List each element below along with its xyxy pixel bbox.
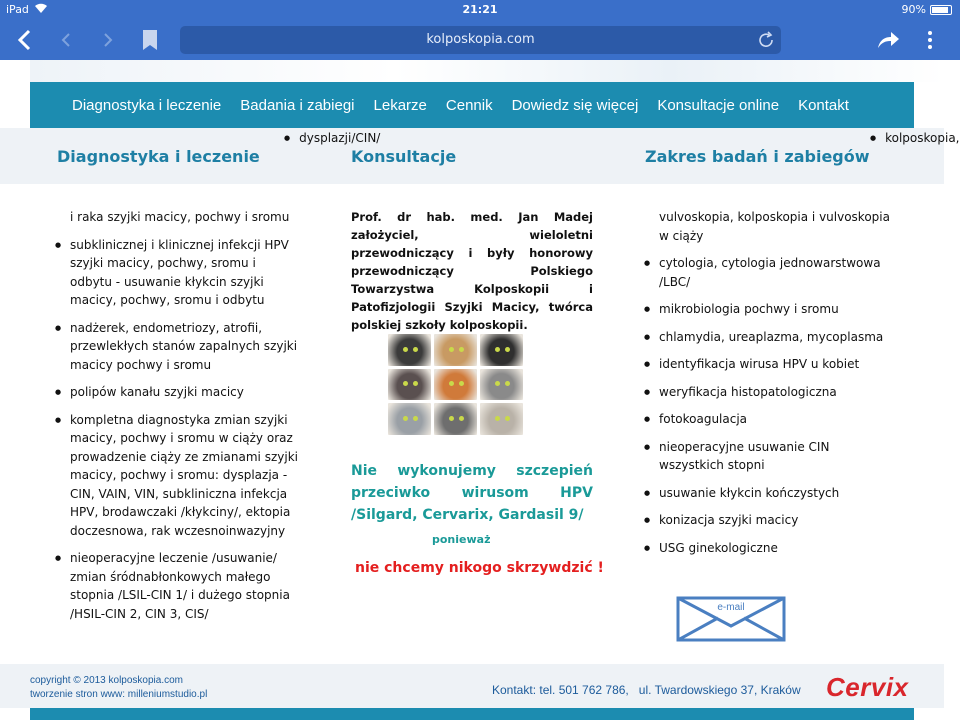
because-text: ponieważ [432,533,491,546]
cat-photo [434,403,477,435]
list-item: ● fotokoagulacja [659,410,894,429]
reload-icon[interactable] [757,26,775,58]
list-item: ● nadżerek, endometriozy, atrofii, przewlekłych stanów zapalnych szyjki macicy pochwy i sromu [70,319,300,375]
section-title-konsultacje: Konsultacje [351,147,457,166]
back-icon[interactable] [10,26,38,54]
overflow-list-item: ● dysplazji/CIN/ [284,131,380,145]
list-item: ● cytologia, cytologia jednowarstwowa /LBC/ [659,254,894,291]
list-item: ● nieoperacyjne leczenie /usuwanie/ zmian śródnabłonkowych małego stopnia /LSIL-CIN 1/ i dużego stopnia /HSIL-CIN 2, CIN 3, CIS/ [70,549,300,623]
nav-cennik[interactable]: Cennik [445,96,493,114]
battery-percent: 90% [901,3,926,16]
list-item: ● mikrobiologia pochwy i sromu [659,300,894,319]
forward-icon[interactable] [94,26,122,54]
list-item: ● USG ginekologiczne [659,539,894,558]
bookmark-icon[interactable] [136,26,164,54]
zakres-list [659,208,894,566]
list-item: ● weryfikacja histopatologiczna [659,383,894,402]
cat-photo [388,369,431,401]
credits-link[interactable]: tworzenie stron www: milleniumstudio.pl [30,689,208,700]
status-bar [0,0,960,20]
footer-bar [30,708,914,720]
battery-icon [930,5,952,15]
copyright [30,674,207,702]
list-item: ● chlamydia, ureaplazma, mycoplasma [659,328,894,347]
copyright-text: copyright © 2013 kolposkopia.com [30,675,184,686]
email-label: e-mail [717,602,745,613]
list-item: ● subklinicznej i klinicznej infekcji HPV szyjki macicy, pochwy, sromu i odbytu - usuwanie kłykcin szyjki macicy, pochwy, sromu i odbytu [70,236,300,310]
main-navigation [30,82,914,128]
list-item: ● nieoperacyjne usuwanie CIN wszystkich stopni [659,438,894,475]
list-item: i raka szyjki macicy, pochwy i sromu [70,210,290,224]
list-item: ● usuwanie kłykcin kończystych [659,484,894,503]
section-title-diagnostyka: Diagnostyka i leczenie [57,147,260,166]
more-options-icon[interactable] [916,26,944,54]
overflow-list-item: ● kolposkopia, [870,131,960,145]
no-harm-text: nie chcemy nikogo skrzywdzić ! [355,560,604,576]
url-text: kolposkopia.com [426,32,535,47]
cat-photo [434,369,477,401]
header-banner [30,60,944,82]
vaccination-notice [351,460,593,526]
nav-badania[interactable]: Badania i zabiegi [240,96,355,114]
cat-photo [434,334,477,366]
nav-dowiedz[interactable]: Dowiedz się więcej [511,96,639,114]
cat-photo [480,334,523,366]
nav-kontakt[interactable]: Kontakt [798,96,849,114]
nav-konsultacje[interactable]: Konsultacje online [657,96,780,114]
contact-info: Kontakt: tel. 501 762 786, ul. Twardowskiego 37, Kraków [492,683,801,697]
history-back-icon[interactable] [52,26,80,54]
browser-toolbar [0,20,960,60]
carrier-label: iPad [6,3,29,16]
notice-vaccine-names: /Silgard, Cervarix, Gardasil 9/ [351,507,584,523]
email-icon[interactable] [676,596,786,642]
doctor-bio: Prof. dr hab. med. Jan Madej założyciel, wieloletni przewodniczący i były honorowy przewodniczący Polskiego Towarzystwa Kolposkopii i Patofizjologii Szyjki Macicy, twórca polskiej szkoły kolposkopii. [351,210,593,332]
list-item: ● polipów kanału szyjki macicy [70,383,300,402]
nav-diagnostyka[interactable]: Diagnostyka i leczenie [72,96,222,114]
cat-photo [480,403,523,435]
cervix-logo[interactable]: Cervix [826,672,909,702]
cat-photo [388,334,431,366]
nav-lekarze[interactable]: Lekarze [373,96,427,114]
cat-photo [480,369,523,401]
list-item: vulvoskopia, kolposkopia i vulvoskopia w ciąży [659,210,890,243]
section-title-zakres: Zakres badań i zabiegów [645,147,870,166]
share-icon[interactable] [874,26,902,54]
list-item: ● konizacja szyjki macicy [659,511,894,530]
cat-photo-grid [388,334,523,435]
clock: 21:21 [462,3,498,16]
address-bar[interactable] [180,26,781,54]
list-item: ● identyfikacja wirusa HPV u kobiet [659,355,894,374]
diagnostyka-list [70,208,300,632]
cat-photo [388,403,431,435]
list-item: ● kompletna diagnostyka zmian szyjki macicy, pochwy i sromu w ciąży oraz prowadzenie ciąży ze zmianami szyjki macicy, pochwy i sromu: dysplazja - CIN, VAIN, VIN, subkliniczna infekcja HPV, brodawczaki /kłykciny/, ektopia doczesnowa, rak wczesnoinwazyjny [70,411,300,541]
notice-text: Nie wykonujemy szczepień przeciwko wirusom HPV [351,463,593,501]
